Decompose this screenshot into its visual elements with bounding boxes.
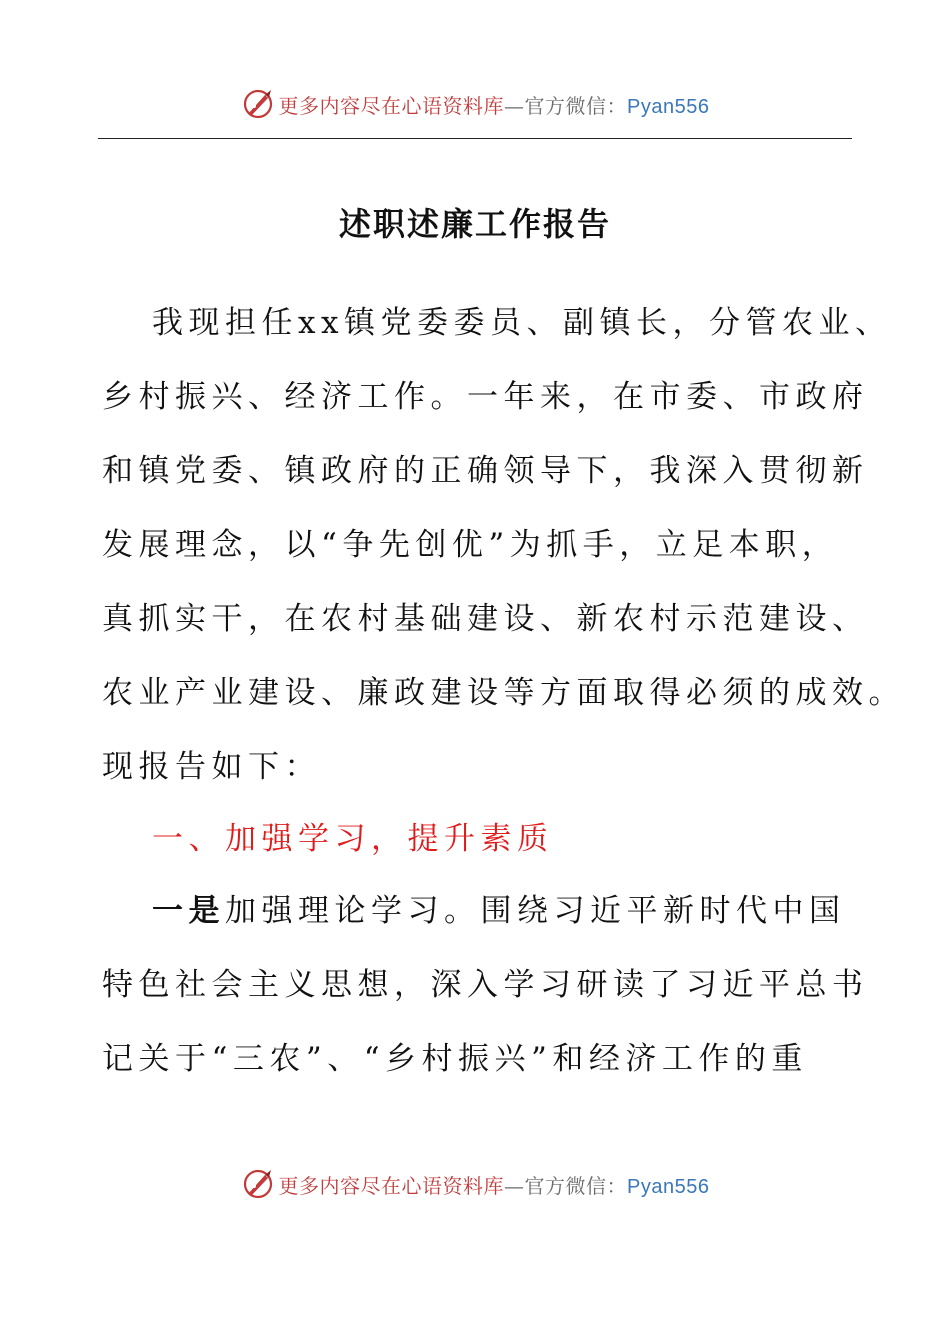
subsection-lead: 一是 [152, 893, 225, 929]
header-divider [98, 138, 852, 139]
footer-banner-wechat-id: Pyan556 [627, 1175, 710, 1198]
header-banner-wechat-id: Pyan556 [627, 95, 710, 118]
subsection-first-line [152, 874, 912, 948]
paragraph-line: 发展理念，以“争先创优”为抓手，立足本职， [102, 527, 839, 563]
header-banner-text [279, 90, 710, 119]
paragraph-line: 乡村振兴、经济工作。一年来，在市委、市政府 [102, 379, 869, 415]
subsection-first-line-text: 加强理论学习。围绕习近平新时代中国 [225, 893, 846, 929]
section-heading: 一、加强学习，提升素质 [152, 821, 554, 857]
quill-logo-icon [241, 87, 275, 121]
paragraph-line: 和镇党委、镇政府的正确领导下，我深入贯彻新 [102, 453, 869, 489]
header-banner-wechat-label: —官方微信： [504, 93, 628, 118]
document-title: 述职述廉工作报告 [338, 205, 611, 243]
header-banner [0, 82, 950, 126]
quill-logo-icon [241, 1167, 275, 1201]
footer-banner-library: 更多内容尽在心语资料库 [278, 1173, 505, 1198]
paragraph-line: 我现担任xx镇党委委员、副镇长，分管农业、 [152, 305, 892, 341]
paragraph-line: 真抓实干，在农村基础建设、新农村示范建设、 [102, 601, 869, 637]
paragraph-line: 农业产业建设、廉政建设等方面取得必须的成效。 [102, 675, 905, 711]
footer-banner-wechat-label: —官方微信： [504, 1173, 628, 1198]
footer-banner-text [279, 1170, 710, 1199]
paragraph-line: 现报告如下： [102, 749, 321, 785]
footer-banner [0, 1162, 950, 1206]
paragraph-line: 特色社会主义思想，深入学习研读了习近平总书 [102, 967, 869, 1003]
header-banner-library: 更多内容尽在心语资料库 [278, 93, 505, 118]
paragraph-line: 记关于“三农”、“乡村振兴”和经济工作的重 [102, 1041, 808, 1077]
